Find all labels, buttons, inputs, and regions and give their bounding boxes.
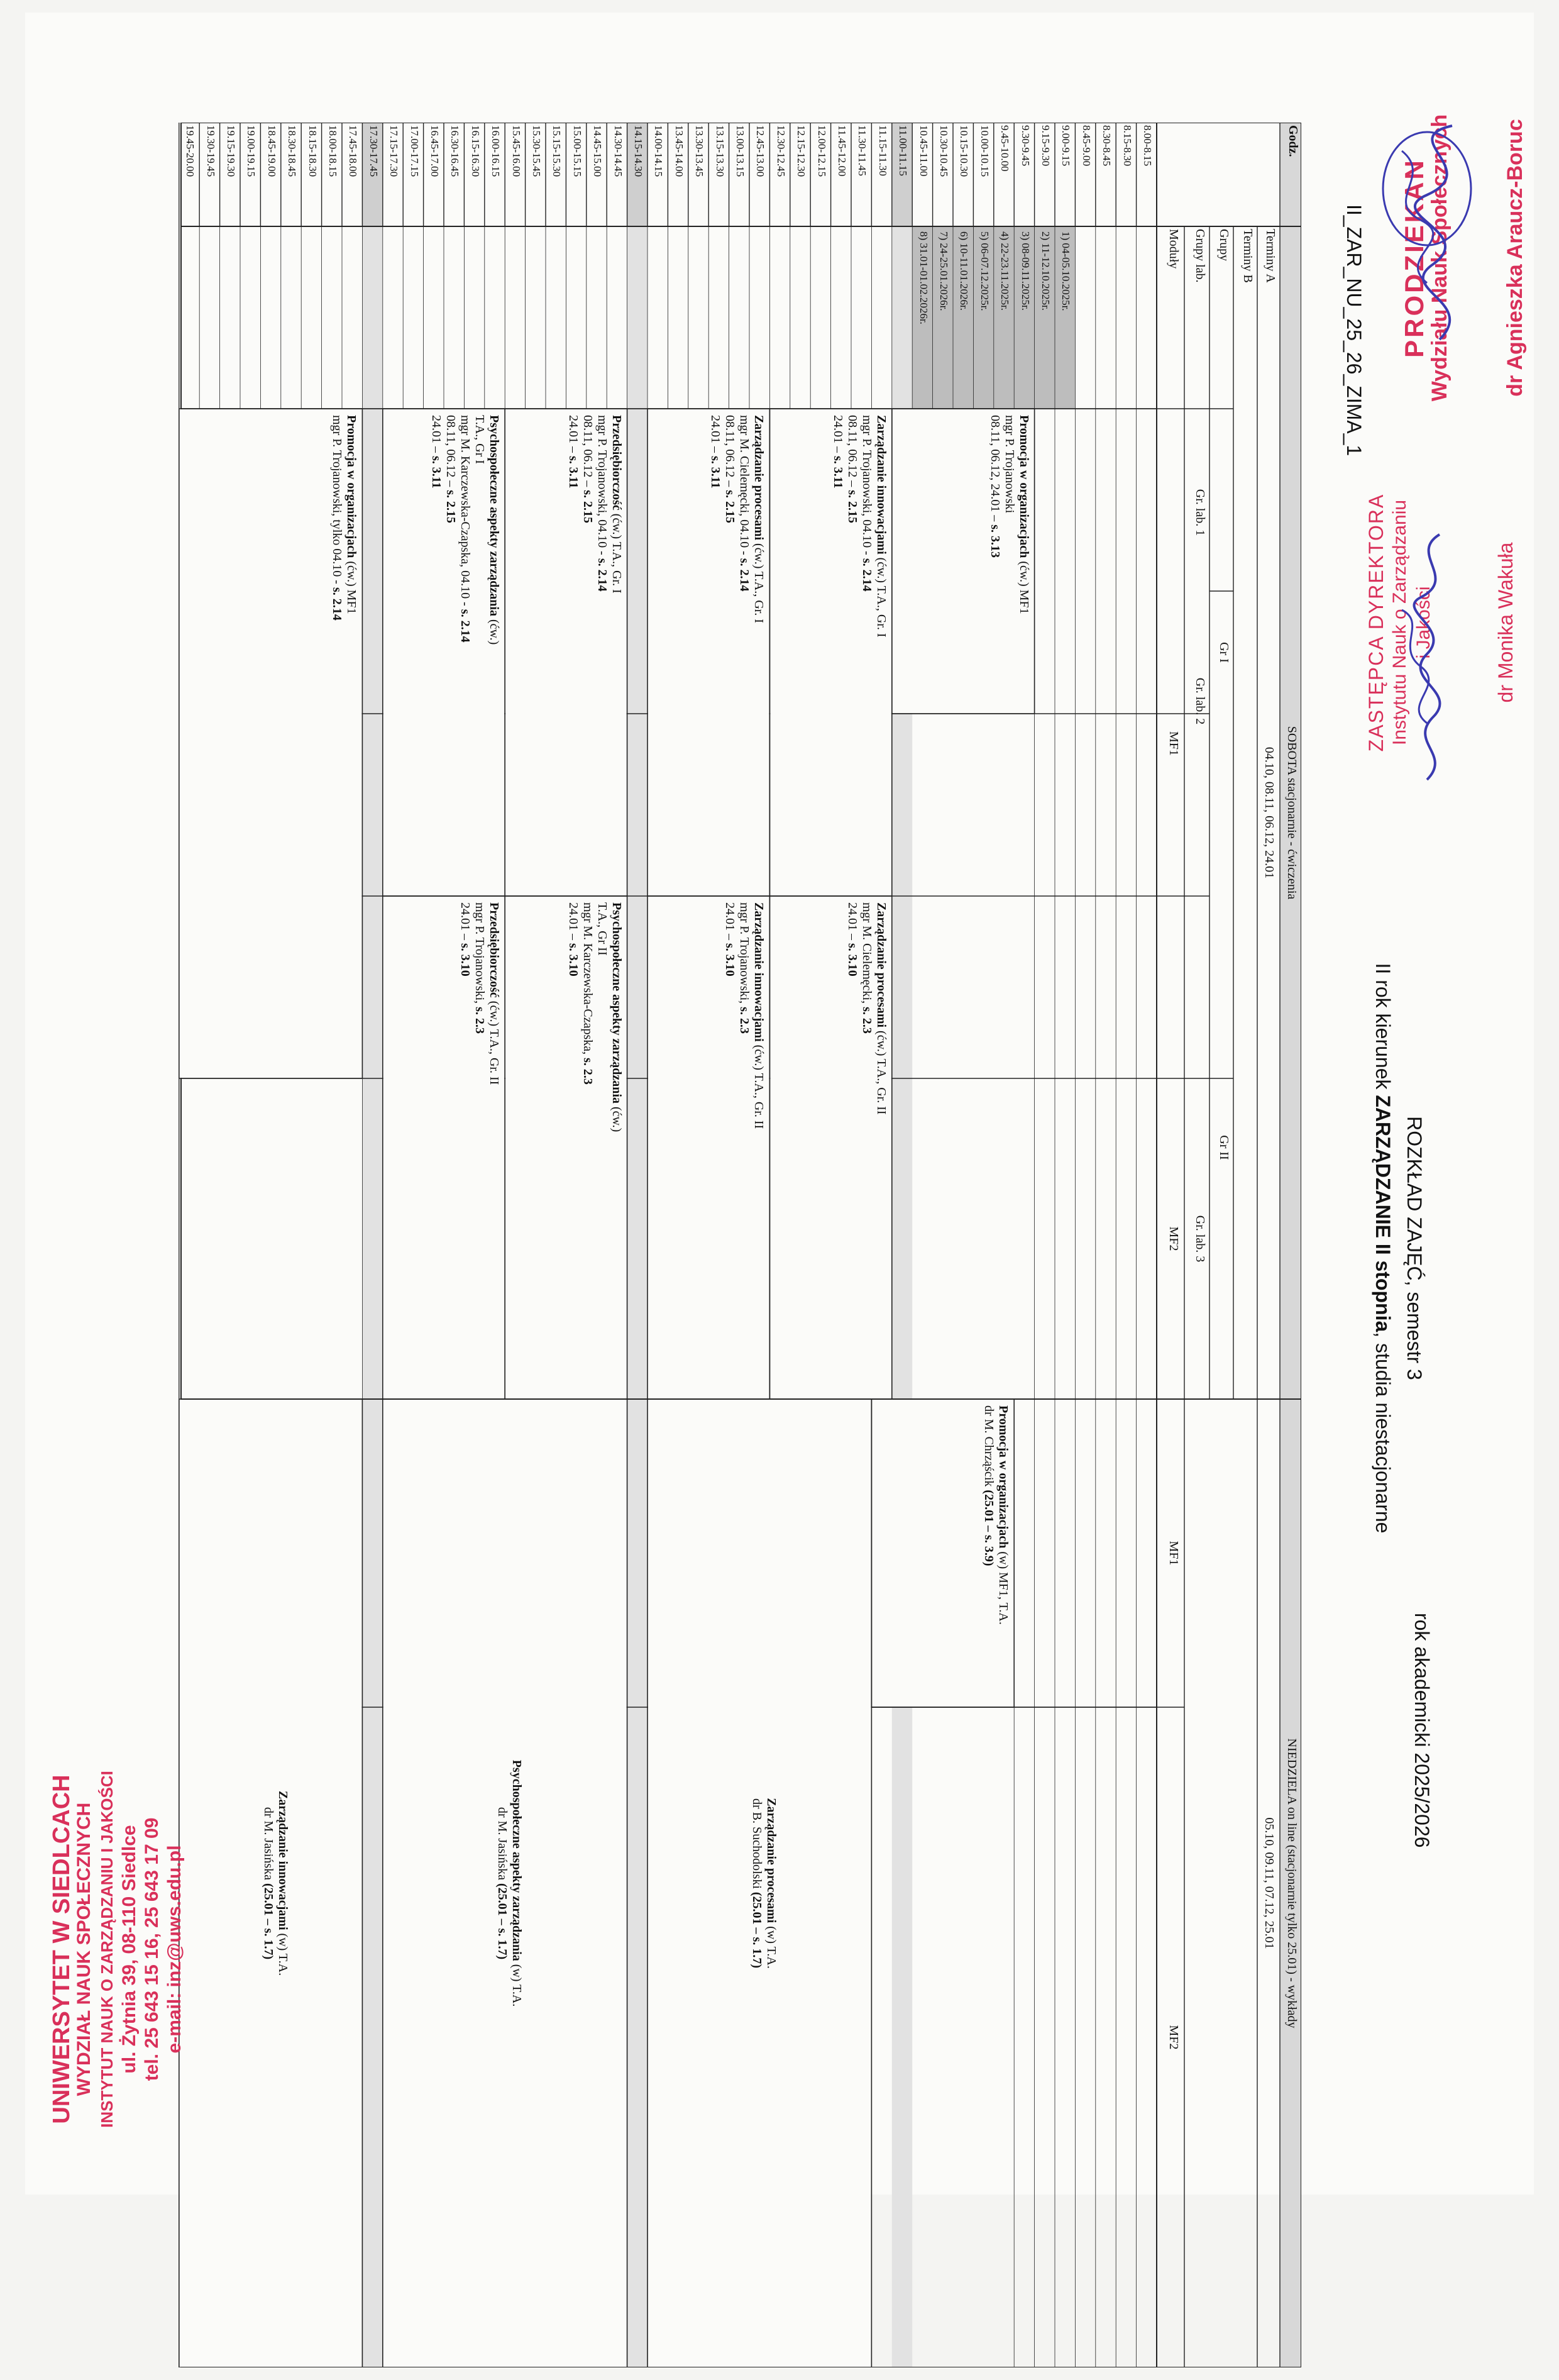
time-slot: 12.00-12.15 <box>815 125 828 177</box>
time-slot: 10.15-10.30 <box>958 125 971 177</box>
time-slot: 19.00-19.15 <box>245 125 258 177</box>
time-slot: 18.15-18.30 <box>306 125 319 177</box>
sunday-dates: 05.10, 09.11, 07.12, 25.01 <box>1262 1817 1276 1949</box>
row-label-terminy-a: Terminy A <box>1264 229 1277 283</box>
time-slot: 15.45-16.00 <box>510 125 522 177</box>
time-slot: 14.45-15.00 <box>592 125 604 177</box>
term-date: 1) 04-05.10.2025r. <box>1060 231 1072 311</box>
time-slot: 18.30-18.45 <box>286 125 299 177</box>
saturday-mf1: MF1 <box>1167 731 1181 756</box>
sunday-title: NIEDZIELA on line (stacjonarnie tylko 25.01) - wykłady <box>1285 1738 1299 2029</box>
time-slot: 9.45-10.00 <box>999 125 1011 172</box>
time-slot: 19.15-19.30 <box>225 125 237 177</box>
time-slot: 18.00-18.15 <box>327 125 339 177</box>
university-stamp: UNIWERSYTET W SIEDLCACH WYDZIAŁ NAUK SPOŁECZNYCH INSTYTUT NAUK O ZARZĄDZANIU I JAKOŚCI ul. Żytnia 39, 08-110 Siedlce tel. 25 643 15 16, 25 643 17 09 e-mail: inz@uws.edu.pl <box>48 1771 185 2128</box>
row-label-grupy: Grupy <box>1217 229 1231 262</box>
time-slot: 12.30-12.45 <box>774 125 787 177</box>
term-date: 3) 08-09.11.2025r. <box>1019 231 1032 311</box>
saturday-dates: 04.10, 08.11, 06.12, 24.01 <box>1262 746 1276 879</box>
sunday-class-block: Psychospołeczne aspekty zarządzania (w) T.A. dr M. Jasińska (25.01 – s. 1.7) <box>495 1759 524 2007</box>
schedule-code: II_ZAR_NU_25_26_ZIMA_1 <box>1343 204 1365 457</box>
saturday-gr1: Gr I <box>1217 642 1231 663</box>
time-slot: 10.00-10.15 <box>978 125 991 177</box>
saturday-class-block: Psychospołeczne aspekty zarządzania (ćw.) T.A., Gr I mgr M. Karczewska-Czapska, 04.10 - s. 2.14 08.11, 06.12 – s. 2.15 24.01 – s. 3.11 <box>429 415 502 645</box>
time-slot: 12.15-12.30 <box>795 125 808 177</box>
time-slot: 17.45-18.00 <box>347 125 360 177</box>
saturday-class-block: Promocja w organizacjach (ćw.) MF1 mgr P. Trojanowski 08.11, 06.12, 24.01 – s. 3.13 <box>988 415 1031 614</box>
time-slot: 8.00-8.15 <box>1142 125 1154 167</box>
time-slot: 11.00-11.15 <box>897 125 910 176</box>
time-slot: 8.45-9.00 <box>1080 125 1093 167</box>
time-slot: 8.30-8.45 <box>1101 125 1113 167</box>
time-slot: 17.15-17.30 <box>388 125 400 177</box>
time-slot: 19.45-20.00 <box>184 125 197 177</box>
sunday-class-block: Zarządzanie innowacjami (w) T.A. dr M. Jasińska (25.01 – s. 1.7) <box>261 1790 290 1976</box>
academic-year: rok akademicki 2025/2026 <box>1411 1613 1433 1848</box>
saturday-class-block: Promocja w organizacjach (ćw.) MF1 mgr P. Trojanowski, tylko 04.10 - s. 2.14 <box>330 415 359 621</box>
saturday-lab1: Gr. lab. 1 <box>1193 489 1207 536</box>
time-slot: 9.00-9.15 <box>1060 125 1072 167</box>
saturday-class-block: Przedsiębiorczość (ćw.) T.A., Gr. I mgr P. Trojanowski, 04.10 - s. 2.14 08.11, 06.12 – s. 2.15 24.01 – s. 3.11 <box>566 415 624 594</box>
term-date: 7) 24-25.01.2026r. <box>938 231 950 311</box>
time-slot: 10.45-11.00 <box>917 125 930 177</box>
time-slot: 16.00-16.15 <box>490 125 502 177</box>
sunday-class-block: Promocja w organizacjach (w) MF1, T.A. dr M. Chrząścik (25.01 – s. 3.9) <box>982 1405 1011 1625</box>
time-slot: 17.30-17.45 <box>367 125 380 177</box>
time-slot: 8.15-8.30 <box>1121 125 1133 167</box>
sunday-mf1: MF1 <box>1167 1541 1181 1566</box>
deputy-signature <box>1383 528 1471 792</box>
time-slot: 12.45-13.00 <box>754 125 767 177</box>
saturday-class-block: Psychospołeczne aspekty zarządzania (ćw.) T.A., Gr II mgr M. Karczewska-Czapska, s. 2.3 24.01 – s. 3.10 <box>566 902 624 1132</box>
time-slot: 11.15-11.30 <box>876 125 889 176</box>
time-slot: 9.30-9.45 <box>1019 125 1032 167</box>
saturday-class-block: Przedsiębiorczość (ćw.) T.A., Gr. II mgr P. Trojanowski, s. 2.3 24.01 – s. 3.10 <box>458 902 502 1085</box>
time-slot: 10.30-10.45 <box>938 125 950 177</box>
row-label-moduly: Moduły <box>1167 229 1181 269</box>
time-slot: 15.15-15.30 <box>551 125 563 177</box>
time-slot: 14.15-14.30 <box>632 125 644 177</box>
term-date: 8) 31.01-01.02.2026r. <box>917 231 930 324</box>
time-slot: 16.30-16.45 <box>449 125 461 177</box>
time-slot: 13.00-13.15 <box>734 125 746 177</box>
time-slot: 15.00-15.15 <box>571 125 583 177</box>
time-slot: 14.30-14.45 <box>612 125 624 177</box>
saturday-class-block: Zarządzanie innowacjami (ćw.) T.A., Gr. I mgr P. Trojanowski, 04.10 - s. 2.14 08.11, 06.12 – s. 2.15 24.01 – s. 3.11 <box>830 415 888 638</box>
schedule-subtitle: II rok kierunek ZARZĄDZANIE II stopnia, studia niestacjonarne <box>1372 963 1394 1534</box>
row-label-terminy-b: Terminy B <box>1241 229 1255 283</box>
saturday-lab2: Gr. lab. 2 <box>1193 677 1207 725</box>
time-slot: 13.30-13.45 <box>693 125 706 177</box>
deputy-director-stamp: ZASTĘPCA DYREKTORA Instytutu Nauk o Zarządzaniu i Jakości dr Monika Wakuła <box>1365 493 1517 752</box>
saturday-lab3: Gr. lab. 3 <box>1193 1215 1207 1263</box>
time-slot: 9.15-9.30 <box>1040 125 1052 167</box>
schedule-table <box>176 123 1301 2367</box>
saturday-title: SOBOTA stacjonarnie - ćwiczenia <box>1285 726 1299 900</box>
time-slot: 14.00-14.15 <box>653 125 665 177</box>
term-date: 4) 22-23.11.2025r. <box>999 231 1011 311</box>
saturday-gr2: Gr II <box>1217 1135 1231 1160</box>
saturday-class-block: Zarządzanie procesami (ćw.) T.A., Gr. I mgr M. Cielemęcki, 04.10 - s. 2.14 08.11, 06.12 – s. 2.15 24.01 – s. 3.11 <box>708 415 766 623</box>
time-slot: 11.30-11.45 <box>856 125 869 176</box>
time-slot: 13.15-13.30 <box>713 125 726 177</box>
sunday-mf2: MF2 <box>1167 2025 1181 2050</box>
term-date: 5) 06-07.12.2025r. <box>978 231 991 311</box>
time-slot: 11.45-12.00 <box>836 125 848 177</box>
saturday-class-block: Zarządzanie innowacjami (ćw.) T.A., Gr. II mgr P. Trojanowski, s. 2.3 24.01 – s. 3.10 <box>723 902 766 1129</box>
saturday-mf2: MF2 <box>1167 1226 1181 1251</box>
term-date: 2) 11-12.10.2025r. <box>1040 231 1052 311</box>
row-label-grupy-lab: Grupy lab. <box>1193 229 1207 283</box>
time-slot: 19.30-19.45 <box>204 125 217 177</box>
time-slot: 15.30-15.45 <box>531 125 543 177</box>
dean-stamp: PRODZIEKAN Wydziału Nauk Społecznych dr Agnieszka Araucz-Boruc <box>1399 114 1527 402</box>
term-date: 6) 10-11.01.2026r. <box>958 231 971 311</box>
time-slot: 13.45-14.00 <box>673 125 685 177</box>
dean-signature <box>1358 113 1496 365</box>
saturday-class-block: Zarządzanie procesami (ćw.) T.A., Gr. II mgr M. Cielemęcki, s. 2.3 24.01 – s. 3.10 <box>845 902 888 1115</box>
time-slot: 17.00-17.15 <box>408 125 421 177</box>
sunday-class-block: Zarządzanie procesami (w) T.A. dr B. Suchodolski (25.01 – s. 1.7) <box>750 1798 779 1969</box>
time-slot: 18.45-19.00 <box>265 125 278 177</box>
godz-header: Godz. <box>1286 125 1300 157</box>
document-page <box>25 13 1534 2195</box>
time-slot: 16.15-16.30 <box>469 125 482 177</box>
time-slot: 16.45-17.00 <box>429 125 441 177</box>
rotated-schedule <box>163 116 1433 2380</box>
schedule-title: ROZKŁAD ZAJĘĆ, semestr 3 <box>1403 1116 1426 1380</box>
